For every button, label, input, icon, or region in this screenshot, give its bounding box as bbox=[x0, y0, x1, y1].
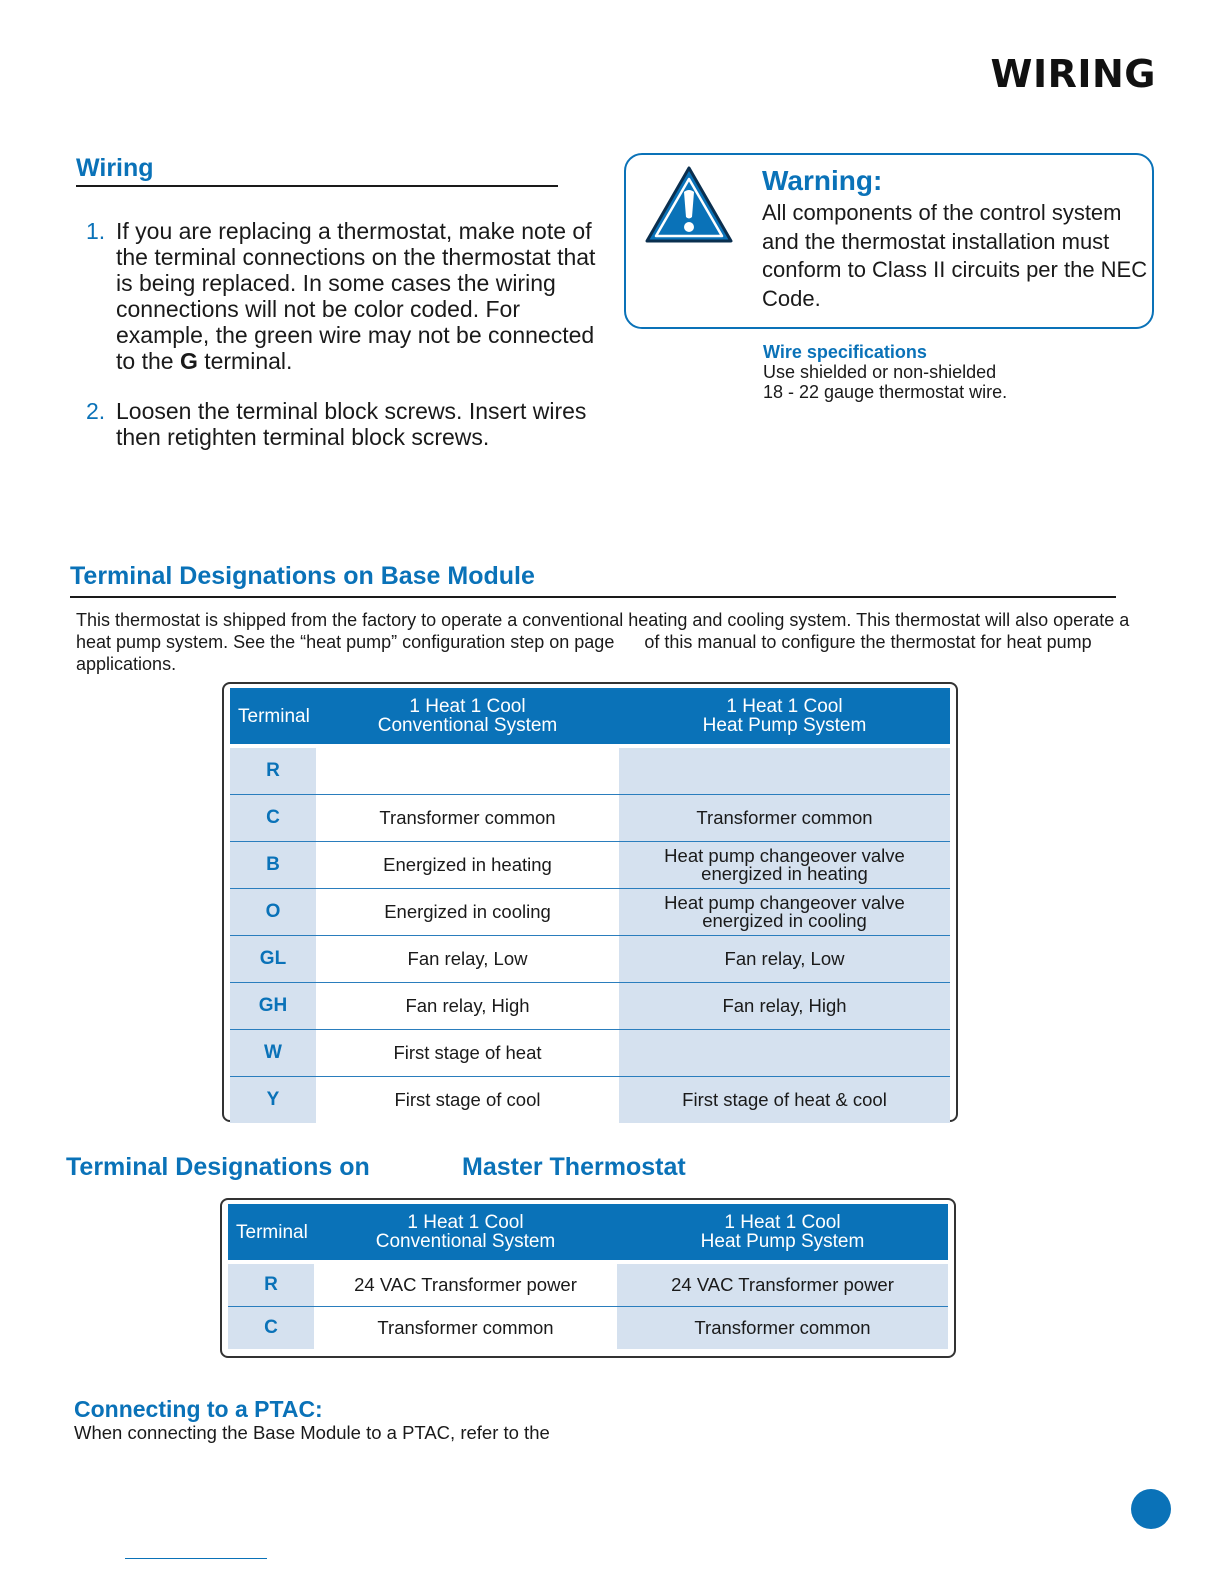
master-heading-part-2: Master Thermostat bbox=[462, 1153, 686, 1181]
conventional-cell: Transformer common bbox=[314, 1307, 617, 1350]
table-row bbox=[228, 1307, 948, 1350]
header-terminal: Terminal bbox=[230, 688, 316, 744]
heat-pump-cell: 24 VAC Transformer power bbox=[617, 1264, 948, 1307]
table-row bbox=[230, 983, 950, 1030]
conventional-cell: First stage of heat bbox=[316, 1030, 619, 1077]
wiring-steps bbox=[76, 218, 596, 450]
master-thermostat-table bbox=[220, 1198, 956, 1358]
conventional-cell bbox=[316, 748, 619, 795]
conventional-cell: 24 VAC Transformer power bbox=[314, 1264, 617, 1307]
conventional-cell: First stage of cool bbox=[316, 1077, 619, 1124]
table-row bbox=[230, 1030, 950, 1077]
base-module-table bbox=[222, 682, 958, 1122]
step-2 bbox=[76, 398, 596, 450]
heat-pump-cell: Transformer common bbox=[619, 795, 950, 842]
terminal-cell: Y bbox=[230, 1077, 316, 1124]
table-row bbox=[230, 1077, 950, 1124]
conventional-cell: Fan relay, Low bbox=[316, 936, 619, 983]
terminal-cell: C bbox=[230, 795, 316, 842]
page-number-dot bbox=[1131, 1489, 1171, 1529]
heat-pump-cell: Transformer common bbox=[617, 1307, 948, 1350]
step-1 bbox=[76, 218, 596, 374]
step-1-text-after: terminal. bbox=[197, 348, 293, 374]
header-terminal: Terminal bbox=[228, 1204, 314, 1260]
wire-specs-text bbox=[763, 362, 1123, 402]
wire-specs-line-1: Use shielded or non-shielded bbox=[763, 362, 997, 382]
warning-triangle-icon bbox=[644, 165, 734, 245]
terminal-cell: O bbox=[230, 889, 316, 936]
heat-pump-cell: Fan relay, High bbox=[619, 983, 950, 1030]
table-header-row bbox=[230, 688, 950, 744]
heat-pump-cell: Heat pump changeover valve energized in heating bbox=[619, 842, 950, 889]
step-1-text-before: If you are replacing a thermostat, make note of the terminal connections on the thermostat that is being replaced. In some cases the wiring connections will not be color coded. For example, the green wire may not be connected to the bbox=[116, 218, 596, 374]
terminal-cell: B bbox=[230, 842, 316, 889]
base-module-divider bbox=[70, 596, 1116, 598]
heat-pump-cell: Fan relay, Low bbox=[619, 936, 950, 983]
wire-specs-title: Wire specifications bbox=[763, 342, 927, 362]
header-heat-pump: 1 Heat 1 Cool Heat Pump System bbox=[617, 1204, 948, 1260]
table-row bbox=[228, 1264, 948, 1307]
conventional-cell: Transformer common bbox=[316, 795, 619, 842]
warning-title: Warning: bbox=[762, 165, 883, 196]
intro-part-1: This thermostat is shipped from the factory to operate a conventional heating and cooling system. This thermostat will also operate a heat pump system. See the “heat pump” configuration step on page bbox=[76, 610, 1130, 652]
page-title: WIRING bbox=[990, 52, 1156, 96]
wiring-heading: Wiring bbox=[76, 154, 154, 182]
conventional-cell: Energized in cooling bbox=[316, 889, 619, 936]
warning-text: All components of the control system and the thermostat installation must conform to Class II circuits per the NEC Code. bbox=[762, 200, 1148, 311]
table-header-row bbox=[228, 1204, 948, 1260]
table-row bbox=[230, 936, 950, 983]
ptac-text: When connecting the Base Module to a PTAC, refer to the bbox=[74, 1422, 550, 1443]
intro-part-2: of this manual to configure the thermostat for heat pump applications. bbox=[76, 632, 1092, 674]
heat-pump-cell bbox=[619, 748, 950, 795]
warning-box bbox=[624, 153, 1154, 329]
terminal-cell: W bbox=[230, 1030, 316, 1077]
table-row bbox=[230, 795, 950, 842]
wiring-divider bbox=[76, 185, 558, 187]
conventional-cell: Energized in heating bbox=[316, 842, 619, 889]
ptac-heading: Connecting to a PTAC: bbox=[74, 1396, 323, 1422]
heat-pump-cell bbox=[619, 1030, 950, 1077]
header-conventional: 1 Heat 1 Cool Conventional System bbox=[316, 688, 619, 744]
header-conventional: 1 Heat 1 Cool Conventional System bbox=[314, 1204, 617, 1260]
conventional-cell: Fan relay, High bbox=[316, 983, 619, 1030]
step-1-bold-terminal: G bbox=[179, 348, 198, 374]
table-row bbox=[230, 748, 950, 795]
wire-specs-line-2: 18 - 22 gauge thermostat wire. bbox=[763, 382, 1008, 402]
footer-link-underline bbox=[125, 1558, 267, 1559]
terminal-cell: GL bbox=[230, 936, 316, 983]
base-module-heading: Terminal Designations on Base Module bbox=[70, 562, 535, 590]
step-1-number: 1. bbox=[86, 218, 106, 244]
table-row bbox=[230, 842, 950, 889]
heat-pump-cell: First stage of heat & cool bbox=[619, 1077, 950, 1124]
step-2-number: 2. bbox=[86, 398, 106, 424]
terminal-cell: R bbox=[230, 748, 316, 795]
base-module-intro bbox=[76, 609, 1146, 675]
terminal-cell: R bbox=[228, 1264, 314, 1307]
terminal-cell: GH bbox=[230, 983, 316, 1030]
step-2-text: Loosen the terminal block screws. Insert wires then retighten terminal block screws. bbox=[116, 398, 587, 450]
master-heading-part-1: Terminal Designations on bbox=[66, 1153, 370, 1181]
header-heat-pump: 1 Heat 1 Cool Heat Pump System bbox=[619, 688, 950, 744]
heat-pump-cell: Heat pump changeover valve energized in cooling bbox=[619, 889, 950, 936]
table-row bbox=[230, 889, 950, 936]
terminal-cell: C bbox=[228, 1307, 314, 1350]
